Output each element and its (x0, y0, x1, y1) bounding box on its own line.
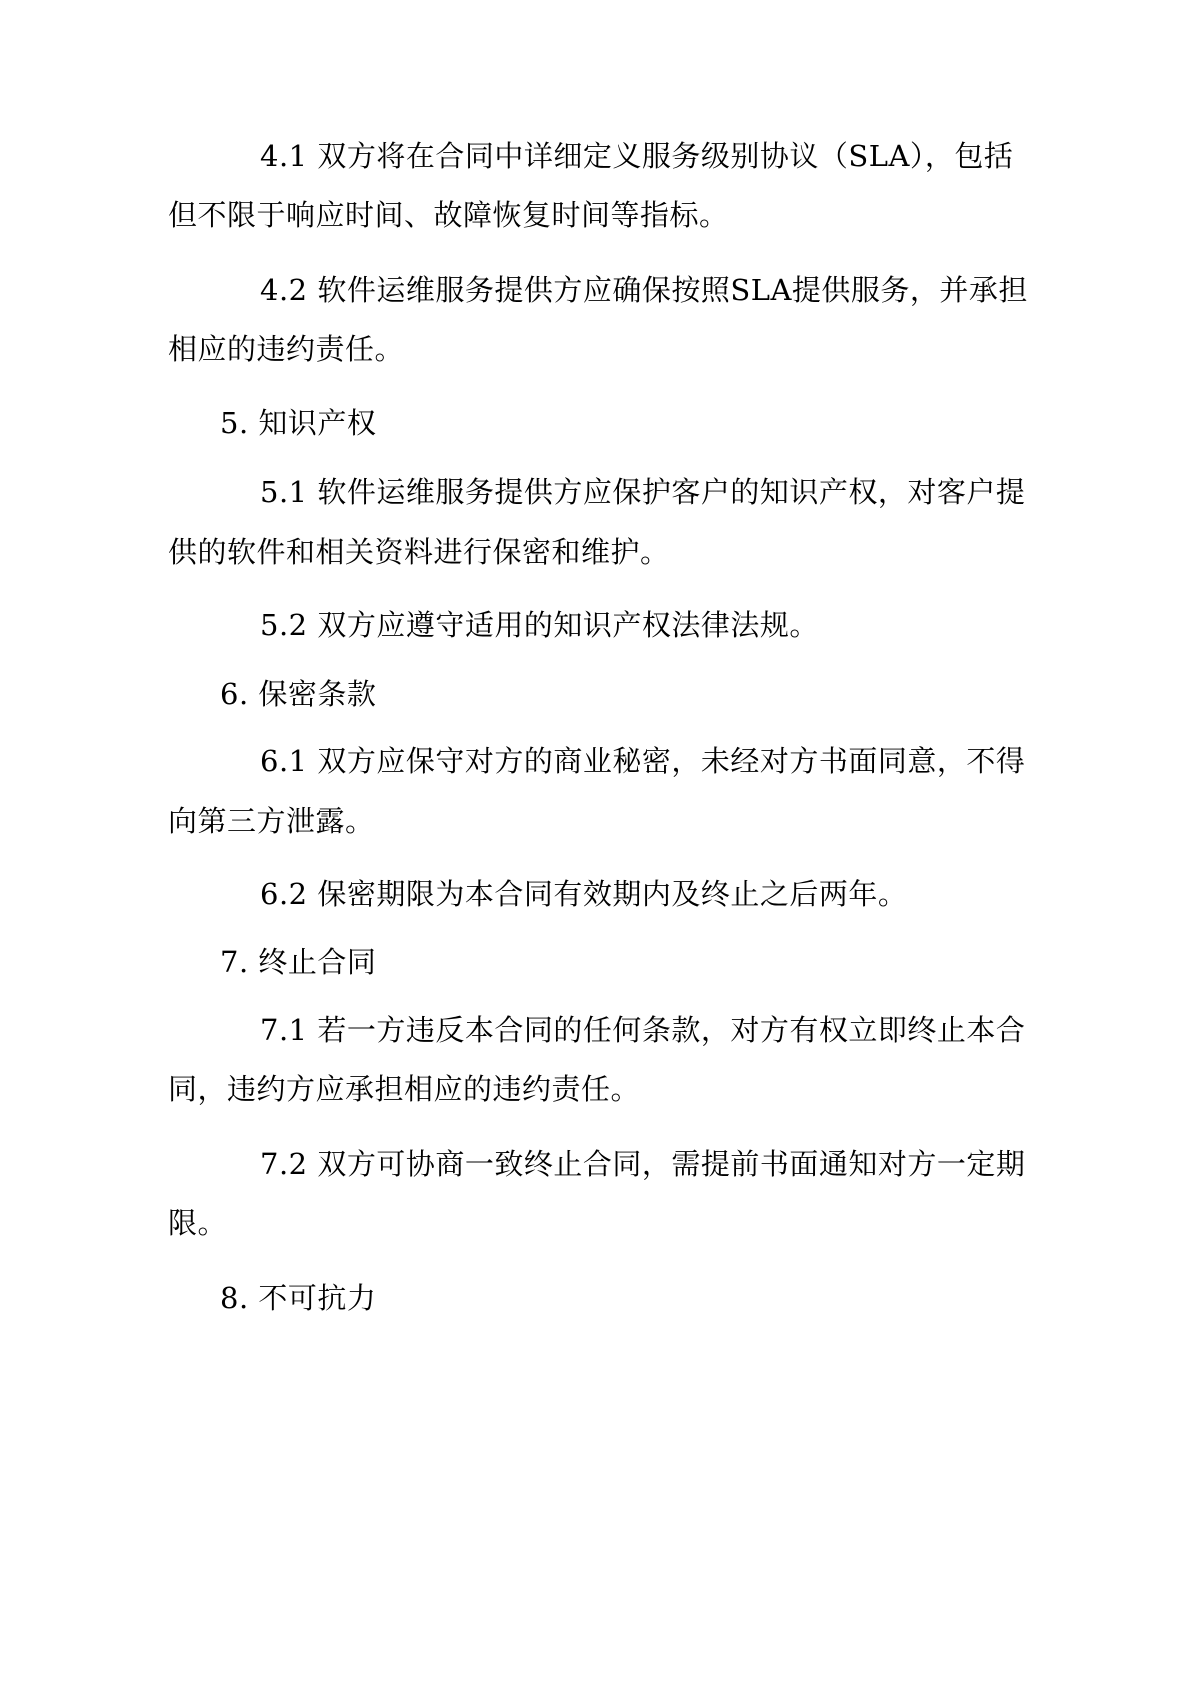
clause-4-2-line-1: 4.2 软件运维服务提供方应确保按照SLA提供服务，并承担 (260, 273, 1028, 307)
clause-6-1-line-2: 向第三方泄露。 (168, 804, 375, 838)
clause-5-2-line-1: 5.2 双方应遵守适用的知识产权法律法规。 (260, 608, 819, 642)
clause-4-1-line-1: 4.1 双方将在合同中详细定义服务级别协议（SLA），包括 (260, 139, 1014, 173)
clause-4-2-line-2: 相应的违约责任。 (168, 332, 405, 366)
clause-7-1-line-2: 同，违约方应承担相应的违约责任。 (168, 1072, 641, 1106)
clause-7-1-line-1: 7.1 若一方违反本合同的任何条款，对方有权立即终止本合 (260, 1013, 1026, 1047)
section-8-heading: 8. 不可抗力 (220, 1281, 377, 1315)
clause-6-1-line-1: 6.1 双方应保守对方的商业秘密，未经对方书面同意，不得 (260, 744, 1026, 778)
clause-6-2-line-1: 6.2 保密期限为本合同有效期内及终止之后两年。 (260, 877, 908, 911)
clause-7-2-line-2: 限。 (168, 1206, 228, 1240)
clause-5-1-line-1: 5.1 软件运维服务提供方应保护客户的知识产权，对客户提 (260, 475, 1026, 509)
section-5-heading: 5. 知识产权 (220, 406, 377, 440)
clause-4-1-line-2: 但不限于响应时间、故障恢复时间等指标。 (168, 198, 729, 232)
section-7-heading: 7. 终止合同 (220, 945, 377, 979)
clause-5-1-line-2: 供的软件和相关资料进行保密和维护。 (168, 535, 670, 569)
clause-7-2-line-1: 7.2 双方可协商一致终止合同，需提前书面通知对方一定期 (260, 1147, 1026, 1181)
section-6-heading: 6. 保密条款 (220, 677, 377, 711)
